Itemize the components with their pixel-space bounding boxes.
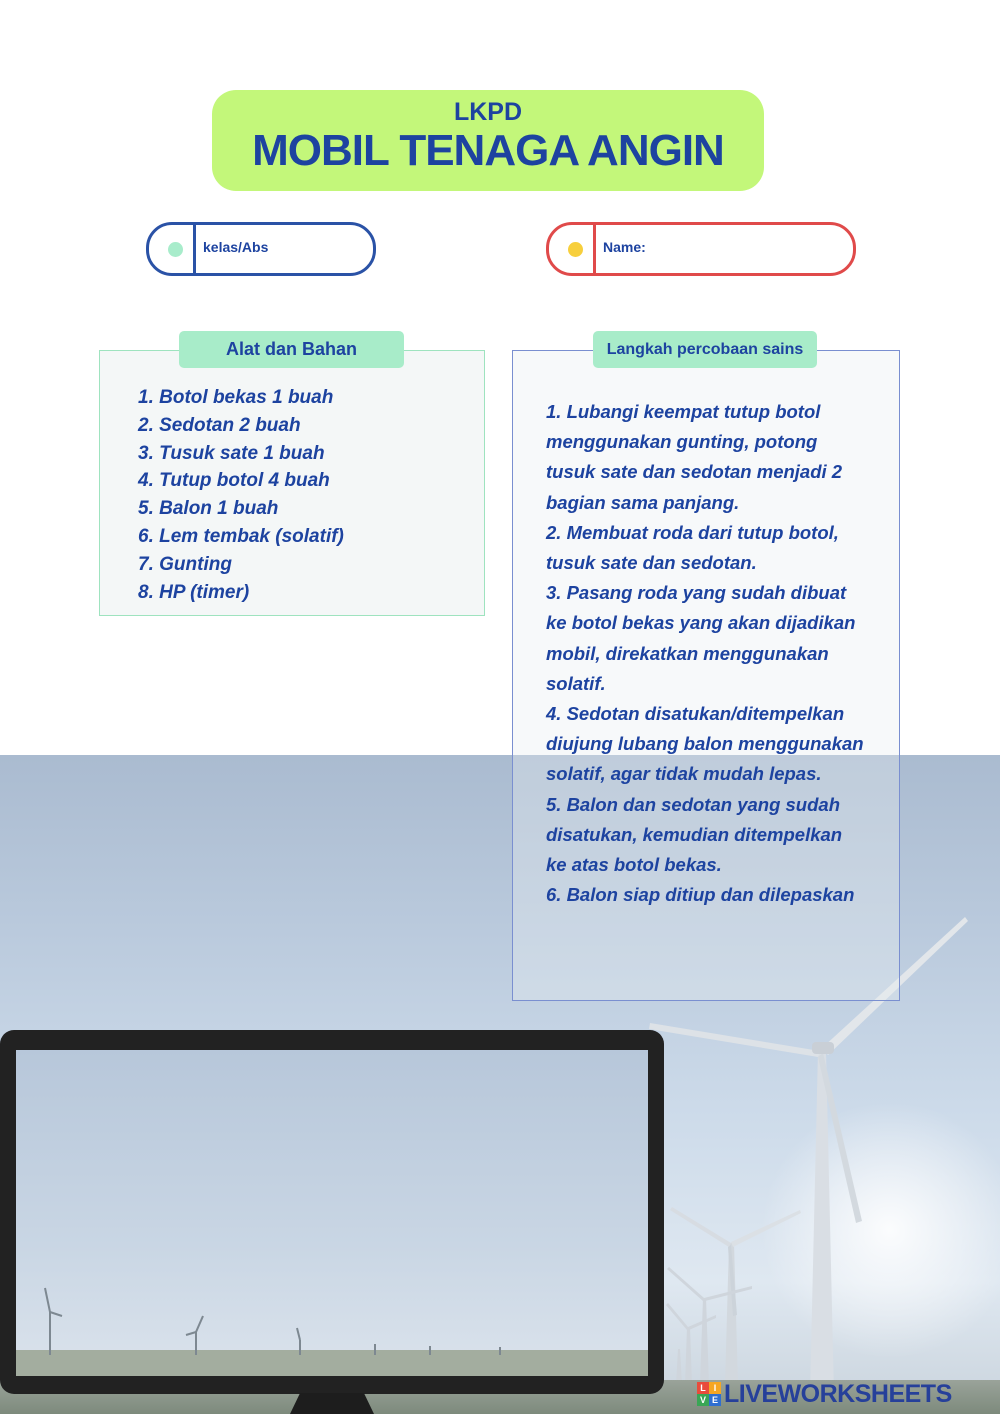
screen-landscape [16, 1050, 648, 1376]
liveworksheets-logo-icon [697, 1382, 721, 1406]
liveworksheets-logo [697, 1380, 952, 1408]
list-item: 2. Sedotan 2 buah [138, 414, 301, 436]
step-item: 5. Balon dan sedotan yang sudah disatukan, kemudian ditempelkan ke atas botol bekas. [546, 793, 843, 876]
step-item: 2. Membuat roda dari tutup botol, tusuk sate dan sedotan. [546, 521, 839, 574]
step-item: 4. Sedotan disatukan/ditempelkan diujung lubang balon menggunakan solatif, agar tidak mudah lepas. [546, 703, 864, 785]
tools-heading: Alat dan Bahan [179, 331, 404, 368]
step-item: 3. Pasang roda yang sudah dibuat ke botol bekas yang akan dijadikan mobil, direkatkan menggunakan solatif. [546, 582, 856, 694]
list-item: 4. Tutup botol 4 buah [138, 470, 330, 492]
steps-list [546, 397, 866, 910]
tools-list [138, 384, 344, 606]
list-item: 1. Botol bekas 1 buah [138, 387, 334, 408]
name-field-label: Name: [603, 239, 646, 255]
list-item: 3. Tusuk sate 1 buah [138, 442, 325, 464]
monitor-stand [290, 1393, 374, 1414]
field-divider [593, 225, 596, 273]
monitor-screen[interactable] [16, 1050, 648, 1376]
list-item: 6. Lem tembak (solatif) [138, 525, 344, 547]
steps-heading: Langkah percobaan sains [593, 331, 817, 368]
liveworksheets-wordmark: LIVEWORKSHEETS [724, 1379, 952, 1408]
worksheet-subtitle: LKPD [453, 98, 523, 126]
logo-letter: V [697, 1394, 709, 1406]
step-item: 1. Lubangi keempat tutup botol menggunakan gunting, potong tusuk sate dan sedotan menjadi 2 bagian sama panjang. [546, 401, 843, 513]
field-divider [193, 225, 196, 273]
list-item: 8. HP (timer) [138, 581, 250, 603]
turbine-small [666, 1267, 752, 1385]
logo-letter: L [697, 1382, 709, 1394]
green-dot-icon [168, 242, 183, 257]
logo-letter: E [709, 1394, 721, 1406]
yellow-dot-icon [568, 242, 583, 257]
logo-letter: I [709, 1382, 721, 1394]
step-item: 6. Balon siap ditiup dan dilepaskan [546, 884, 855, 906]
worksheet-title: MOBIL TENAGA ANGIN [252, 126, 724, 175]
name-field[interactable] [546, 222, 856, 276]
list-item: 5. Balon 1 buah [138, 498, 279, 520]
class-field-label: kelas/Abs [203, 239, 269, 255]
title-banner [212, 90, 764, 191]
list-item: 7. Gunting [138, 553, 232, 575]
class-number-field[interactable] [146, 222, 376, 276]
